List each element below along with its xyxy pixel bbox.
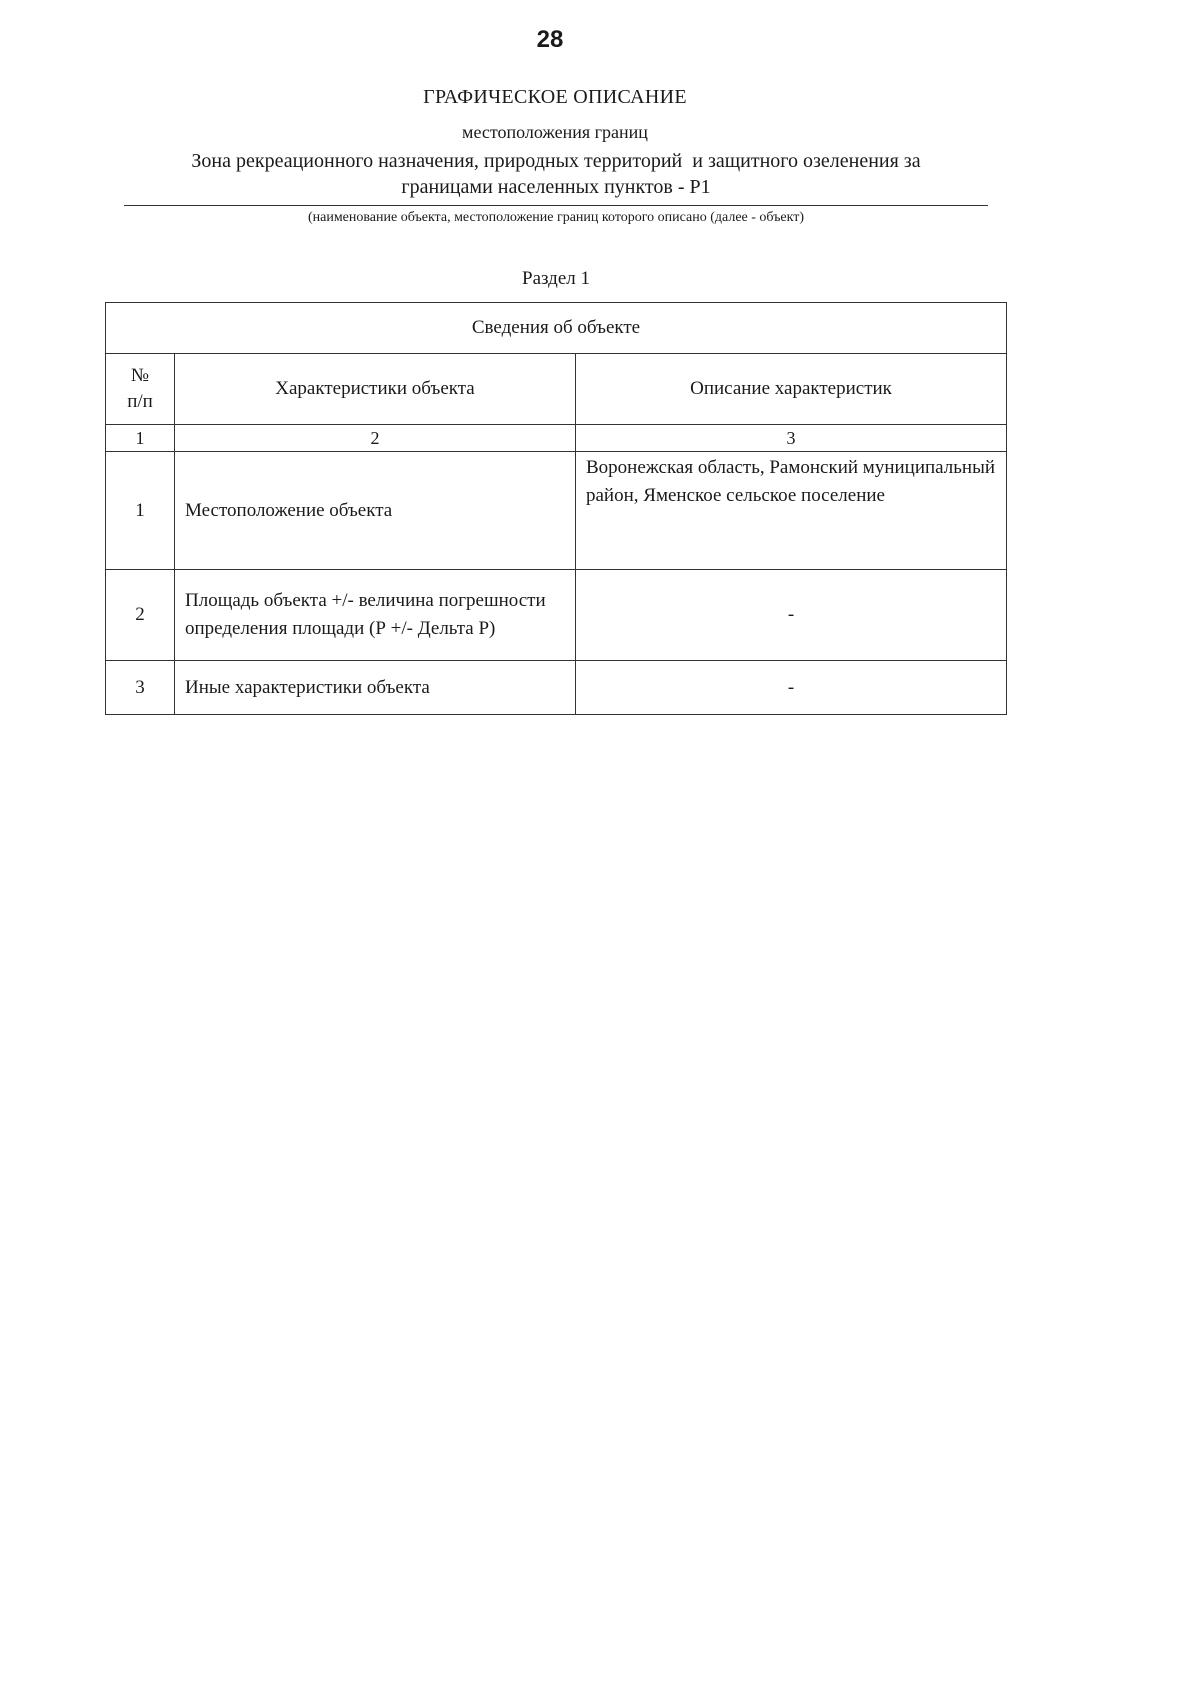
table-row	[106, 452, 1007, 570]
header-description: Описание характеристик	[576, 354, 1007, 425]
object-name-line-1: Зона рекреационного назначения, природных территорий и защитного озеленения за	[191, 150, 921, 172]
row-characteristic: Иные характеристики объекта	[175, 661, 576, 715]
object-name-caption: (наименование объекта, местоположение границ которого описано (далее - объект)	[307, 210, 805, 225]
row-characteristic: Площадь объекта +/- величина погрешности определения площади (Р +/- Дельта Р)	[175, 570, 576, 661]
row-description: -	[576, 570, 1007, 661]
section-label: Раздел 1	[522, 268, 590, 289]
row-number: 3	[106, 661, 175, 715]
table-row	[106, 570, 1007, 661]
column-index-1: 1	[106, 425, 175, 452]
table-row	[106, 661, 1007, 715]
row-number: 2	[106, 570, 175, 661]
table-caption: Сведения об объекте	[106, 303, 1007, 354]
object-name	[124, 148, 988, 200]
row-characteristic: Местоположение объекта	[175, 452, 576, 570]
object-name-line-2: границами населенных пунктов - Р1	[401, 176, 711, 198]
object-info-table	[105, 302, 1007, 715]
header-characteristic: Характеристики объекта	[175, 354, 576, 425]
row-description: -	[576, 661, 1007, 715]
object-name-underline	[124, 205, 988, 206]
page-number: 28	[536, 26, 564, 53]
column-index-3: 3	[576, 425, 1007, 452]
header-number	[106, 354, 175, 425]
column-index-2: 2	[175, 425, 576, 452]
header-number-symbol: №	[130, 365, 150, 386]
row-number: 1	[106, 452, 175, 570]
table-header-row	[106, 354, 1007, 425]
table-caption-row	[106, 303, 1007, 354]
row-description: Воронежская область, Рамонский муниципальный район, Яменское сельское поселение	[576, 452, 1007, 570]
column-index-row	[106, 425, 1007, 452]
document-subtitle: местоположения границ	[462, 122, 648, 142]
header-number-abbr: п/п	[127, 391, 153, 412]
document-title: ГРАФИЧЕСКОЕ ОПИСАНИЕ	[423, 86, 687, 108]
